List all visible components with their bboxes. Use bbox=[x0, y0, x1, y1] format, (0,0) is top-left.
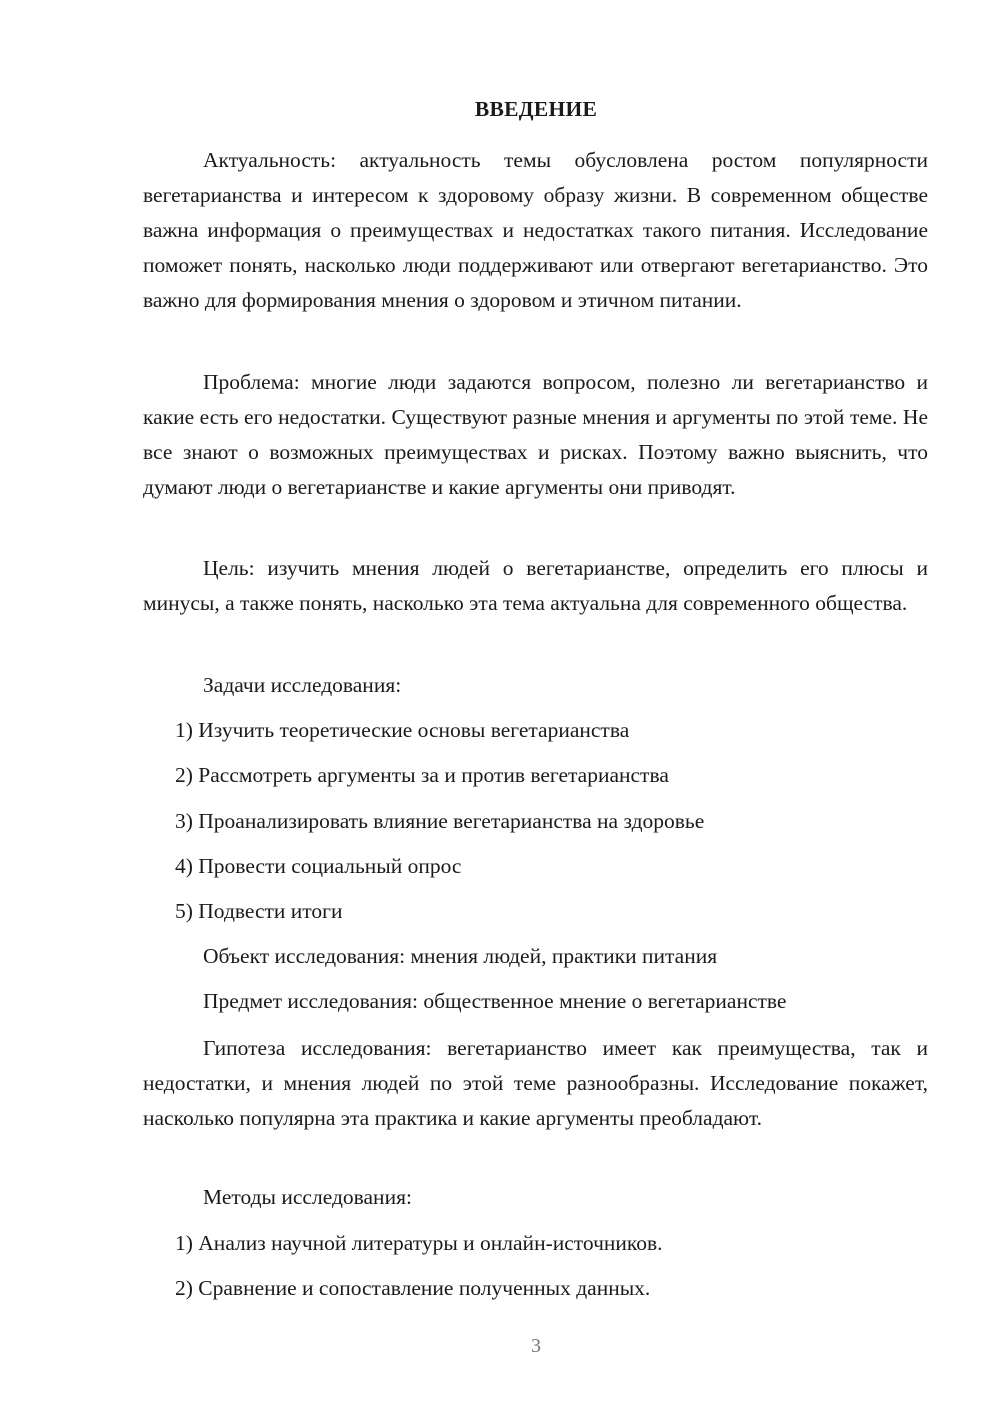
problem-paragraph: Проблема: многие люди задаются вопросом, полезно ли вегетарианство и какие есть его недостатки. Существуют разные мнения и аргументы по этой теме. Не все знают о возможных преимуществах и рисках. Поэтому важно выяснить, что думают люди о вегетарианстве и какие аргументы они приводят. bbox=[143, 370, 928, 499]
hypothesis-paragraph: Гипотеза исследования: вегетарианство имеет как преимущества, так и недостатки, и мнения людей по этой теме разнообразны. Исследование покажет, насколько популярна эта практика и какие аргументы преобладают. bbox=[143, 1036, 928, 1130]
relevance-paragraph: Актуальность: актуальность темы обусловлена ростом популярности вегетарианства и интересом к здоровому образу жизни. В современном обществе важна информация о преимуществах и недостатках такого питания. Исследование поможет понять, насколько люди поддерживают или отвергают вегетарианство. Это важно для формирования мнения о здоровом и этичном питании. bbox=[143, 148, 928, 312]
method-item-1: 1) Анализ научной литературы и онлайн-источников. bbox=[175, 1231, 663, 1255]
page-title: ВВЕДЕНИЕ bbox=[474, 97, 598, 121]
goal-paragraph: Цель: изучить мнения людей о вегетарианстве, определить его плюсы и минусы, а также понять, насколько эта тема актуальна для современного общества. bbox=[143, 556, 928, 615]
task-item-1: 1) Изучить теоретические основы вегетарианства bbox=[175, 718, 630, 742]
task-item-2: 2) Рассмотреть аргументы за и против вегетарианства bbox=[175, 763, 669, 787]
methods-label: Методы исследования: bbox=[203, 1185, 412, 1209]
method-item-2: 2) Сравнение и сопоставление полученных данных. bbox=[175, 1276, 651, 1300]
task-item-5: 5) Подвести итоги bbox=[175, 899, 343, 923]
page-number: 3 bbox=[531, 1335, 541, 1357]
task-item-4: 4) Провести социальный опрос bbox=[175, 854, 462, 878]
research-object: Объект исследования: мнения людей, практики питания bbox=[203, 944, 718, 968]
tasks-label: Задачи исследования: bbox=[203, 673, 402, 697]
task-item-3: 3) Проанализировать влияние вегетарианства на здоровье bbox=[175, 809, 705, 833]
research-subject: Предмет исследования: общественное мнение о вегетарианстве bbox=[203, 989, 787, 1013]
